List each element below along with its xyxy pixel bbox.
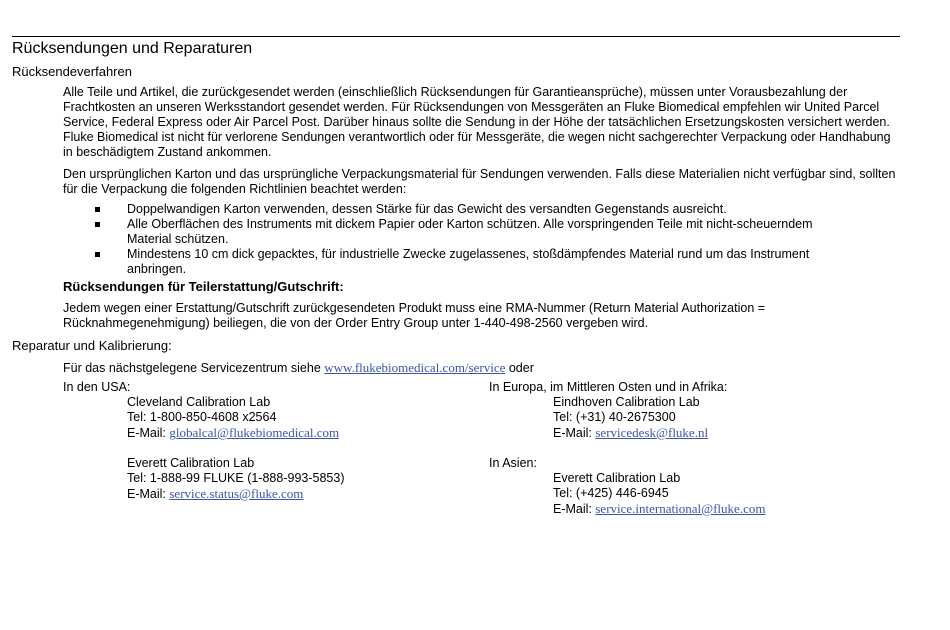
lab-email-row: [553, 501, 765, 517]
bullet-square-icon: [95, 252, 100, 257]
lab-email-row: [127, 425, 339, 441]
section-label-repair: Reparatur und Kalibrierung:: [12, 338, 172, 353]
lab-name: Everett Calibration Lab: [553, 471, 681, 485]
page-title: Rücksendungen und Reparaturen: [12, 40, 253, 57]
lab-phone: Tel: 1-888-99 FLUKE (1-888-993-5853): [127, 471, 345, 485]
region-europe: In Europa, im Mittleren Osten und in Afrika:: [489, 380, 728, 394]
list-item: [95, 247, 855, 277]
bullet-square-icon: [95, 222, 100, 227]
lab-name: Cleveland Calibration Lab: [127, 395, 271, 409]
list-item: [95, 217, 855, 247]
return-procedure-paragraph: Alle Teile und Artikel, die zurückgesendet werden (einschließlich Rücksendungen für Garantieansprüche), müssen unter Vorausbezahlung der Frachtkosten an unseren Werksstandort gesendet werden. Für Rücksendungen von Messgeräten an Fluke Biomedical empfehlen wir United Parcel Service, Federal Express oder Air Parcel Post. Darüber hinaus sollte die Sendung in der Höhe der tatsächlichen Ersetzungskosten versichert werden. Fluke Biomedical ist nicht für verlorene Sendungen verantwortlich oder für Messgeräte, die wegen nicht sachgerechter Verpackung oder Handhabung in beschädigtem Zustand ankommen.: [63, 85, 891, 159]
list-item-text: Alle Oberflächen des Instruments mit dickem Papier oder Karton schützen. Alle vorspringenden Teile mit nicht-scheuerndem Material schützen.: [127, 217, 813, 246]
lab-name: Eindhoven Calibration Lab: [553, 395, 700, 409]
email-link[interactable]: globalcal@flukebiomedical.com: [169, 425, 340, 440]
list-item: [95, 202, 855, 217]
list-item-text: Doppelwandigen Karton verwenden, dessen Stärke für das Gewicht des versandten Gegenstands ausreicht.: [127, 202, 727, 216]
refund-paragraph: Jedem wegen einer Erstattung/Gutschrift zurückgesendeten Produkt muss eine RMA-Nummer (Return Material Authorization = Rücknahmegenehmigung) beiliegen, die von der Order Entry Group unter 1-440-498-2560 vergeben wird.: [63, 301, 766, 330]
lab-name: Everett Calibration Lab: [127, 456, 255, 470]
packaging-paragraph: Den ursprünglichen Karton und das ursprüngliche Verpackungsmaterial für Sendungen verwenden. Falls diese Materialien nicht verfügbar sind, sollten für die Verpackung die folgenden Richtlinien beachtet werden:: [63, 167, 896, 196]
intro-suffix: oder: [505, 361, 534, 375]
service-link[interactable]: www.flukebiomedical.com/service: [324, 360, 506, 375]
lab-phone: Tel: 1-800-850-4608 x2564: [127, 410, 277, 424]
email-link[interactable]: servicedesk@fluke.nl: [595, 425, 709, 440]
lab-phone: Tel: (+425) 446-6945: [553, 486, 669, 500]
lab-email-row: [127, 486, 303, 502]
service-center-intro: [63, 360, 534, 376]
email-link[interactable]: service.international@fluke.com: [595, 501, 766, 516]
bullet-square-icon: [95, 207, 100, 212]
lab-phone: Tel: (+31) 40-2675300: [553, 410, 676, 424]
section-label-return-procedure: Rücksendeverfahren: [12, 64, 132, 79]
top-rule: [12, 36, 900, 37]
email-label: E-Mail:: [127, 487, 170, 501]
email-link[interactable]: service.status@fluke.com: [169, 486, 304, 501]
refund-heading: Rücksendungen für Teilerstattung/Gutschrift:: [63, 279, 344, 294]
packaging-guidelines-list: [95, 202, 855, 277]
email-label: E-Mail:: [553, 502, 596, 516]
intro-text: Für das nächstgelegene Servicezentrum siehe: [63, 361, 325, 375]
email-label: E-Mail:: [553, 426, 596, 440]
list-item-text: Mindestens 10 cm dick gepacktes, für industrielle Zwecke zugelassenes, stoßdämpfendes Material rund um das Instrument anbringen.: [127, 247, 810, 276]
lab-email-row: [553, 425, 708, 441]
region-usa: In den USA:: [63, 380, 131, 394]
region-asia: In Asien:: [489, 456, 537, 470]
email-label: E-Mail:: [127, 426, 170, 440]
